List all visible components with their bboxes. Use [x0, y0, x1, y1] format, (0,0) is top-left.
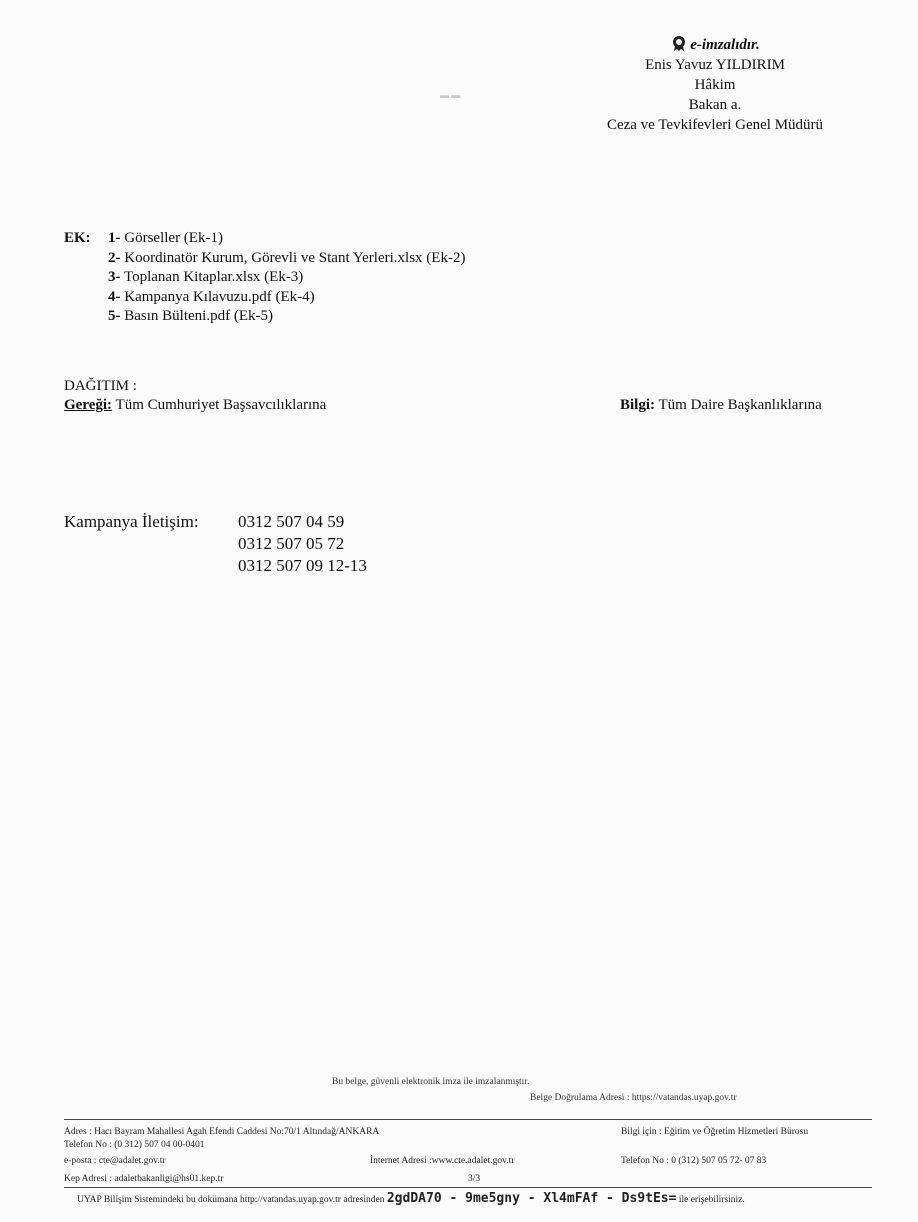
- verification-code: 2gdDA70 - 9me5gny - Xl4mFAf - Ds9tEs=: [386, 1191, 677, 1206]
- footer-kep: Kep Adresi : adaletbakanligi@hs01.kep.tr: [64, 1174, 224, 1184]
- phone-number: 0312 507 09 12-13: [238, 556, 367, 575]
- seal-icon: [670, 34, 688, 52]
- signer-role: Bakan a.: [688, 97, 742, 113]
- gereği-line: [64, 396, 326, 415]
- footer-info-phone: Telefon No : 0 (312) 507 05 72- 07 83: [621, 1156, 767, 1166]
- footer-web: İnternet Adresi :www.cte.adalet.gov.tr: [370, 1156, 515, 1166]
- uyap-line: [77, 1191, 745, 1206]
- gereği-value: Tüm Cumhuriyet Başsavcılıklarına: [115, 397, 327, 413]
- footer-top-rule: [64, 1119, 872, 1120]
- phone-number: 0312 507 05 72: [238, 534, 345, 553]
- bilgi-label: Bilgi:: [620, 397, 656, 413]
- attachment-item: 3- Toplanan Kitaplar.xlsx (Ek-3): [108, 269, 304, 285]
- footer-info: Bilgi için : Eğitim ve Öğretim Hizmetleri Bürosu: [621, 1127, 809, 1137]
- signer-title: Hâkim: [694, 77, 736, 93]
- attachments-list: [64, 229, 465, 327]
- campaign-contact: [64, 511, 367, 575]
- attachment-item: 2- Koordinatör Kurum, Görevli ve Stant Yerleri.xlsx (Ek-2): [108, 249, 466, 266]
- footer-email: e-posta : cte@adalet.gov.tr: [64, 1156, 166, 1166]
- footer-address: Adres : Hacı Bayram Mahallesi Agah Efendi Caddesi No:70/1 Altındağ/ANKARA: [64, 1127, 380, 1137]
- footer-phone: Telefon No : (0 312) 507 04 00-0401: [64, 1140, 205, 1150]
- attachment-item: 4- Kampanya Kılavuzu.pdf (Ek-4): [108, 288, 315, 305]
- phone-number: 0312 507 04 59: [238, 512, 345, 531]
- scan-smudge: ▬ ▬: [440, 90, 461, 100]
- esign-note: Bu belge, güvenli elektronik imza ile imzalanmıştır.: [332, 1077, 530, 1087]
- uyap-suffix: ile erişebilirsiniz.: [678, 1195, 745, 1205]
- gereği-label: Gereği:: [64, 397, 113, 413]
- verify-address: Belge Doğrulama Adresi : https://vatandas.uyap.gov.tr: [530, 1093, 737, 1103]
- bilgi-value: Tüm Daire Başkanlıklarına: [658, 397, 822, 413]
- attachment-item: 5- Basın Bülteni.pdf (Ek-5): [108, 308, 273, 324]
- attachment-item: EK: 1- Görseller (Ek-1): [64, 229, 465, 249]
- contact-label: Kampanya İletişim:: [64, 512, 199, 531]
- contact-phones: [238, 511, 367, 577]
- attachments-label: EK:: [64, 230, 91, 246]
- page-number: 3/3: [468, 1174, 481, 1184]
- distribution-block: [64, 377, 326, 415]
- signer-name: Enis Yavuz YILDIRIM: [645, 57, 785, 73]
- esign-line: [560, 34, 870, 55]
- bilgi-line: [620, 396, 822, 415]
- footer-bottom-rule: [64, 1187, 872, 1188]
- distribution-heading: DAĞITIM :: [64, 378, 137, 394]
- signer-unit: Ceza ve Tevkifevleri Genel Müdürü: [606, 117, 824, 133]
- uyap-prefix: UYAP Bilişim Sistemindeki bu dokümana http://vatandas.uyap.gov.tr adresinden: [77, 1195, 385, 1205]
- esign-label: e-imzalıdır.: [690, 37, 760, 53]
- signature-block: [560, 34, 870, 135]
